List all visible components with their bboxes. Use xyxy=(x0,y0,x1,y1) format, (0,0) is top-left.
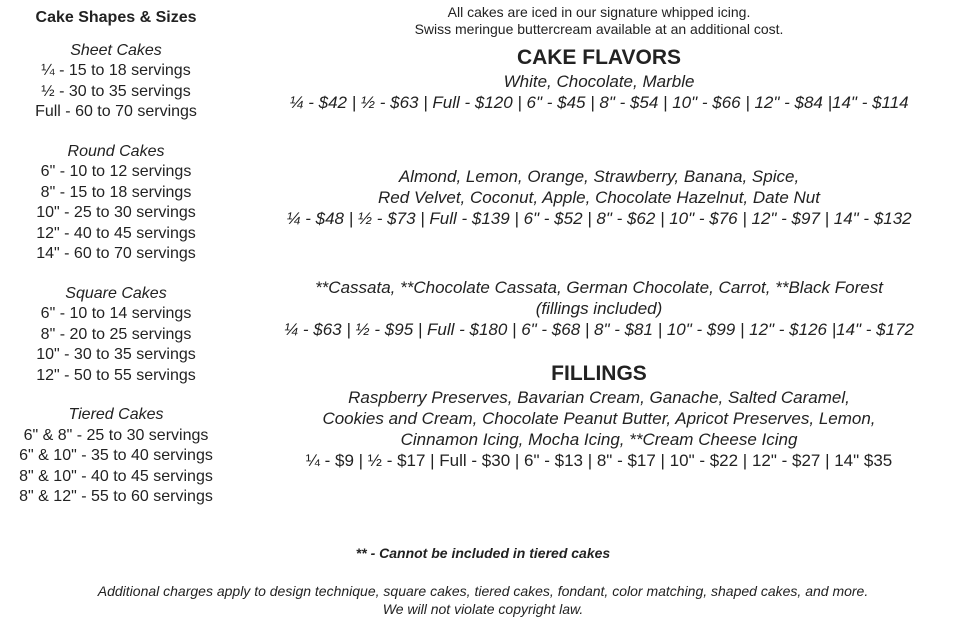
serving-line: 8" & 12" - 55 to 60 servings xyxy=(19,488,213,505)
serving-line: 12" - 40 to 45 servings xyxy=(36,224,196,242)
shapes-heading: Cake Shapes & Sizes xyxy=(35,9,197,26)
serving-line: 8" - 15 to 18 servings xyxy=(40,183,192,201)
serving-line: 12" - 50 to 55 servings xyxy=(36,366,196,384)
group-title: Round Cakes xyxy=(67,142,165,160)
additional-line: Additional charges apply to design technique, square cakes, tiered cakes, fondant, color matching, shaped cakes, and more. xyxy=(97,583,869,599)
intro-note: Swiss meringue buttercream available at an additional cost. xyxy=(414,21,784,37)
shapes-column xyxy=(0,8,232,527)
serving-line: 8" - 20 to 25 servings xyxy=(40,325,192,343)
serving-line: 14" - 60 to 70 servings xyxy=(36,245,196,262)
filling-names: Cinnamon Icing, Mocha Icing, **Cream Cheese Icing xyxy=(400,430,798,449)
group-title: Sheet Cakes xyxy=(70,41,162,59)
round-cakes-group xyxy=(0,142,232,265)
intro-note: All cakes are iced in our signature whipped icing. xyxy=(447,4,751,20)
flavor-names: Red Velvet, Coconut, Apple, Chocolate Hazelnut, Date Nut xyxy=(378,188,820,207)
square-cakes-group xyxy=(0,284,232,387)
price-line: ¼ - $9 | ½ - $17 | Full - $30 | 6" - $13 | 8" - $17 | 10" - $22 | 12" - $27 | 14" $35 xyxy=(305,451,893,470)
serving-line: Full - 60 to 70 servings xyxy=(35,103,197,120)
serving-line: 6" & 10" - 35 to 40 servings xyxy=(19,447,213,464)
tiered-cakes-group xyxy=(0,405,232,508)
flavor-names: **Cassata, **Chocolate Cassata, German Chocolate, Carrot, **Black Forest xyxy=(315,278,883,297)
serving-line: 6" - 10 to 14 servings xyxy=(40,305,192,322)
serving-line: ½ - 30 to 35 servings xyxy=(41,82,191,100)
copyright-line: We will not violate copyright law. xyxy=(382,601,584,617)
price-line: ¼ - $63 | ½ - $95 | Full - $180 | 6" - $68 | 8" - $81 | 10" - $99 | 12" - $126 |14" - $172 xyxy=(283,320,914,339)
price-line: ¼ - $42 | ½ - $63 | Full - $120 | 6" - $45 | 8" - $54 | 10" - $66 | 12" - $84 |14" - $114 xyxy=(289,93,909,112)
price-line: ¼ - $48 | ½ - $73 | Full - $139 | 6" - $52 | 8" - $62 | 10" - $76 | 12" - $97 | 14" - $132 xyxy=(286,209,912,228)
filling-names: Cookies and Cream, Chocolate Peanut Butter, Apricot Preserves, Lemon, xyxy=(322,409,876,428)
group-title: Tiered Cakes xyxy=(68,406,164,423)
serving-line: 8" & 10" - 40 to 45 servings xyxy=(19,467,213,485)
serving-line: 10" - 30 to 35 servings xyxy=(36,346,196,363)
additional-charges-note xyxy=(0,582,966,618)
group-title: Square Cakes xyxy=(65,284,167,302)
serving-line: 6" - 10 to 12 servings xyxy=(40,163,192,180)
sheet-cakes-group xyxy=(0,41,232,123)
tiered-cakes-note: ** - Cannot be included in tiered cakes xyxy=(355,545,611,561)
fillings-title: FILLINGS xyxy=(551,362,647,385)
cake-flavors-title: CAKE FLAVORS xyxy=(516,46,682,69)
filling-names: Raspberry Preserves, Bavarian Cream, Ganache, Salted Caramel, xyxy=(348,388,850,407)
serving-line: 10" - 25 to 30 servings xyxy=(36,204,196,221)
serving-line: ¼ - 15 to 18 servings xyxy=(41,62,191,79)
serving-line: 6" & 8" - 25 to 30 servings xyxy=(23,426,209,444)
flavor-names: Almond, Lemon, Orange, Strawberry, Banana, Spice, xyxy=(398,167,800,186)
flavor-names: (fillings included) xyxy=(535,299,663,318)
flavor-names: White, Chocolate, Marble xyxy=(503,72,695,91)
pricing-column xyxy=(232,4,966,472)
